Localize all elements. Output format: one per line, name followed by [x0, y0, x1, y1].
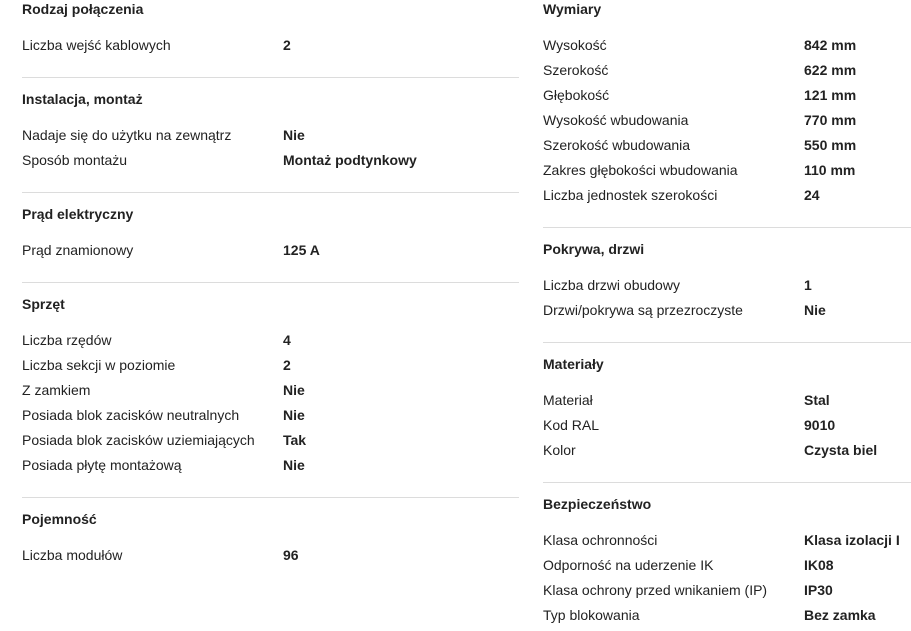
- section-title: Instalacja, montaż: [22, 91, 143, 107]
- spec-row: [22, 151, 519, 176]
- spec-value: Nie: [283, 127, 305, 143]
- spec-label: Zakres głębokości wbudowania: [543, 162, 738, 178]
- spec-row: [543, 161, 911, 186]
- spec-row: [543, 36, 911, 61]
- spec-value: 9010: [804, 417, 836, 433]
- spec-value: 2: [283, 357, 291, 373]
- spec-row: [543, 606, 911, 631]
- spec-label: Odporność na uderzenie IK: [543, 557, 714, 573]
- spec-value: Tak: [283, 432, 307, 448]
- spec-label: Szerokość wbudowania: [543, 137, 691, 153]
- section-title: Pojemność: [22, 511, 97, 527]
- spec-label: Liczba sekcji w poziomie: [22, 357, 176, 373]
- spec-label: Liczba modułów: [22, 547, 123, 563]
- spec-label: Kod RAL: [543, 417, 600, 433]
- section-title: Bezpieczeństwo: [543, 496, 652, 512]
- spec-value: IK08: [804, 557, 834, 573]
- spec-value: 770 mm: [804, 112, 857, 128]
- spec-row: [22, 431, 519, 456]
- spec-value: Klasa izolacji I: [804, 532, 900, 548]
- spec-value: 96: [283, 547, 299, 563]
- spec-row: [543, 391, 911, 416]
- spec-row: [543, 556, 911, 581]
- spec-value: Bez zamka: [804, 607, 876, 623]
- spec-row: [543, 61, 911, 86]
- spec-value: Nie: [804, 302, 826, 318]
- spec-label: Szerokość: [543, 62, 609, 78]
- section-title: Pokrywa, drzwi: [543, 241, 645, 257]
- spec-section-pokrywa-drzwi: [543, 227, 911, 326]
- spec-row: [543, 441, 911, 466]
- spec-row: [543, 276, 911, 301]
- spec-section-sprzet: [22, 282, 519, 481]
- spec-label: Prąd znamionowy: [22, 242, 134, 258]
- spec-section-prad-elektryczny: [22, 192, 519, 266]
- spec-label: Materiał: [543, 392, 593, 408]
- spec-row: [22, 126, 519, 151]
- spec-label: Głębokość: [543, 87, 610, 103]
- spec-value: 125 A: [283, 242, 320, 258]
- spec-row: [543, 86, 911, 111]
- spec-label: Sposób montażu: [22, 152, 128, 168]
- section-title: Sprzęt: [22, 296, 65, 312]
- spec-value: 4: [283, 332, 291, 348]
- spec-row: [22, 456, 519, 481]
- spec-section-bezpieczenstwo: [543, 482, 911, 631]
- spec-row: [543, 136, 911, 161]
- spec-value: 550 mm: [804, 137, 857, 153]
- spec-row: [543, 531, 911, 556]
- spec-value: Stal: [804, 392, 830, 408]
- spec-section-rodzaj-polaczenia: [22, 0, 519, 61]
- specs-column-left: [22, 0, 519, 571]
- spec-value: 842 mm: [804, 37, 857, 53]
- spec-value: Montaż podtynkowy: [283, 152, 417, 168]
- spec-row: [22, 356, 519, 381]
- spec-row: [22, 331, 519, 356]
- spec-label: Wysokość wbudowania: [543, 112, 689, 128]
- spec-row: [543, 301, 911, 326]
- spec-label: Z zamkiem: [22, 382, 91, 398]
- spec-value: 24: [804, 187, 820, 203]
- spec-label: Posiada blok zacisków uziemiających: [22, 432, 255, 448]
- spec-value: 121 mm: [804, 87, 857, 103]
- spec-row: [543, 416, 911, 441]
- spec-value: Nie: [283, 382, 305, 398]
- spec-label: Kolor: [543, 442, 576, 458]
- spec-label: Klasa ochronności: [543, 532, 658, 548]
- spec-label: Wysokość: [543, 37, 607, 53]
- spec-value: IP30: [804, 582, 833, 598]
- spec-label: Liczba drzwi obudowy: [543, 277, 680, 293]
- spec-value: Nie: [283, 407, 305, 423]
- spec-row: [22, 241, 519, 266]
- spec-label: Posiada blok zacisków neutralnych: [22, 407, 240, 423]
- spec-row: [22, 36, 519, 61]
- spec-row: [22, 546, 519, 571]
- spec-value: 110 mm: [804, 162, 856, 178]
- spec-label: Typ blokowania: [543, 607, 640, 623]
- spec-label: Drzwi/pokrywa są przezroczyste: [543, 302, 743, 318]
- spec-label: Nadaje się do użytku na zewnątrz: [22, 127, 232, 143]
- spec-label: Liczba jednostek szerokości: [543, 187, 718, 203]
- section-title: Wymiary: [543, 1, 602, 17]
- section-title: Materiały: [543, 356, 604, 372]
- spec-row: [543, 186, 911, 211]
- spec-section-wymiary: [543, 0, 911, 211]
- spec-row: [543, 111, 911, 136]
- spec-label: Klasa ochrony przed wnikaniem (IP): [543, 582, 768, 598]
- spec-section-pojemnosc: [22, 497, 519, 571]
- section-title: Prąd elektryczny: [22, 206, 134, 222]
- spec-section-instalacja-montaz: [22, 77, 519, 176]
- specs-column-right: [543, 0, 911, 631]
- spec-value: Czysta biel: [804, 442, 878, 458]
- section-title: Rodzaj połączenia: [22, 1, 144, 17]
- spec-value: 622 mm: [804, 62, 857, 78]
- spec-section-materialy: [543, 342, 911, 466]
- spec-row: [22, 381, 519, 406]
- spec-row: [543, 581, 911, 606]
- spec-value: Nie: [283, 457, 305, 473]
- spec-row: [22, 406, 519, 431]
- spec-label: Liczba rzędów: [22, 332, 112, 348]
- spec-label: Liczba wejść kablowych: [22, 37, 171, 53]
- spec-value: 1: [804, 277, 812, 293]
- spec-value: 2: [283, 37, 291, 53]
- spec-label: Posiada płytę montażową: [22, 457, 182, 473]
